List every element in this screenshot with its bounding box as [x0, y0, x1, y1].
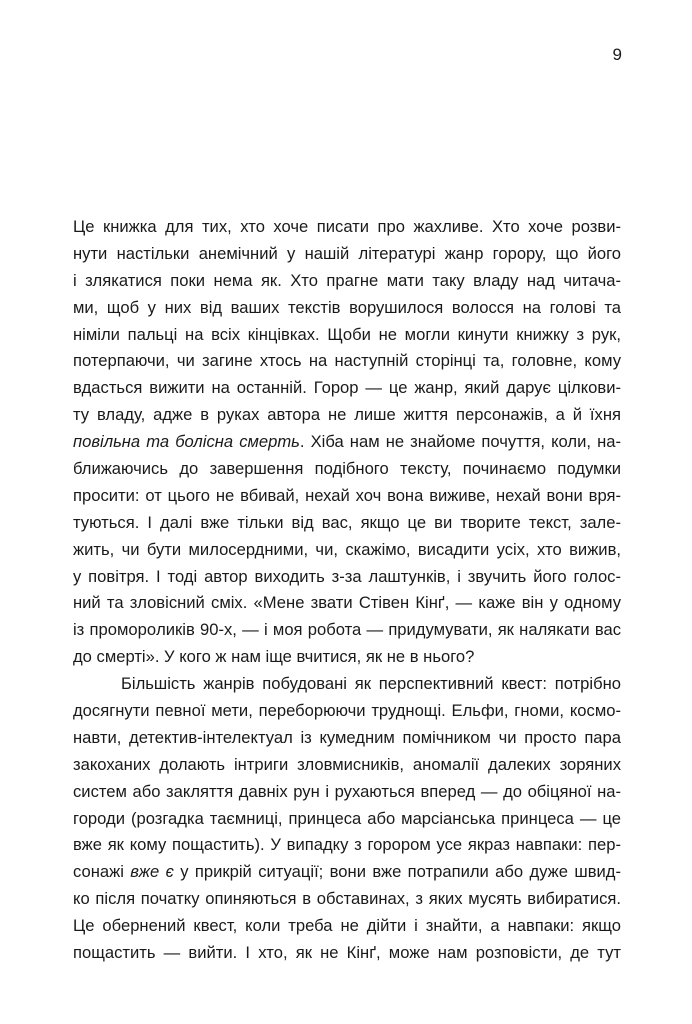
text-run: досягнути певної мети, переборюючи труднощі. Ельфи, гноми, космо-	[73, 701, 621, 721]
text-run: до смерті». У кого ж нам іще вчитися, як не в нього?	[73, 647, 475, 667]
text-line	[73, 886, 621, 913]
text-line	[73, 644, 621, 671]
text-line	[73, 295, 621, 322]
page-number: 9	[612, 45, 622, 64]
text-line	[73, 456, 621, 483]
text-run: жить, чи бути милосердними, чи, скажімо, висадити усіх, хто вижив,	[73, 539, 621, 559]
text-run: у повітря. І тоді автор виходить з-за лаштунків, і звучить його голос-	[73, 566, 621, 586]
italic-text-run: вже є	[130, 862, 174, 882]
text-line	[73, 322, 621, 349]
text-run: із проморoликів 90-х, — і моя робота — придумувати, як налякати вас	[73, 620, 621, 640]
paragraph	[73, 671, 621, 967]
text-run: і злякатися поки нема як. Хто прагне мати таку владу над читача-	[73, 270, 621, 290]
text-run: ко після початку опиняються в обставинах, з яких мусять вибиратися.	[73, 889, 621, 909]
text-line	[73, 214, 621, 241]
text-run: німіли пальці на всіх кінцівках. Щоби не могли кинути книжку з рук,	[73, 324, 621, 344]
text-line	[73, 590, 621, 617]
text-run: сонажі	[73, 862, 131, 882]
italic-text-run: повільна та болісна смерть	[73, 432, 300, 452]
text-line	[73, 752, 621, 779]
text-run: ний та зловісний сміх. «Мене звати Стівен Кінґ, — каже він у одному	[73, 593, 621, 613]
text-line	[73, 913, 621, 940]
text-run: городи (розгадка таємниці, принцеса або марсіанська принцеса — це	[73, 808, 621, 828]
text-line	[73, 806, 621, 833]
text-run: Більшість жанрів побудовані як перспективний квест: потрібно	[121, 674, 621, 694]
text-line	[73, 940, 621, 967]
text-run: навти, детектив-інтелектуал із кумедним помічником чи просто пара	[73, 727, 621, 747]
text-line	[73, 348, 621, 375]
text-line	[73, 564, 621, 591]
text-run: Це книжка для тих, хто хоче писати про жахливе. Хто хоче розви-	[73, 217, 621, 236]
text-run: туються. І далі вже тільки від вас, якщо це ви творите текст, зале-	[73, 512, 621, 532]
text-run: вже як кому пощастить). У випадку з горором усе якраз навпаки: пер-	[73, 835, 621, 855]
text-run: у прикрій ситуації; вони вже потрапили або дуже швид-	[173, 862, 621, 882]
paragraph	[73, 214, 621, 671]
text-line	[73, 483, 621, 510]
text-line	[73, 429, 621, 456]
text-line	[73, 832, 621, 859]
text-run: вдасться вижити на останній. Горор — це жанр, який дарує цілкови-	[73, 378, 621, 398]
text-run: . Хіба нам не знайоме почуття, коли, на-	[299, 432, 621, 452]
text-run: просити: от цього не вбивай, нехай хоч вона виживе, нехай вони вря-	[73, 485, 621, 505]
text-run: закоханих долають інтриги зловмисників, аномалії далеких зоряних	[73, 754, 621, 774]
text-line	[73, 375, 621, 402]
text-line	[73, 537, 621, 564]
text-run: нути настільки анемічний у нашій літературі жанр горору, що його	[73, 243, 621, 263]
text-run: систем або закляття давніх рун і рухаються вперед — до обіцяної на-	[73, 781, 621, 801]
text-run: Це обернений квест, коли треба не дійти і знайти, а навпаки: якщо	[73, 916, 621, 936]
text-line	[73, 617, 621, 644]
text-line	[73, 510, 621, 537]
text-line	[73, 402, 621, 429]
text-run: ту владу, адже в руках автора не лише життя персонажів, а й їхня	[73, 405, 621, 425]
text-line	[73, 779, 621, 806]
text-line	[73, 698, 621, 725]
text-line	[73, 725, 621, 752]
text-run: потерпаючи, чи загине хтось на наступній сторінці та, головне, кому	[73, 351, 621, 371]
text-line	[73, 268, 621, 295]
text-run: ми, щоб у них від ваших текстів ворушилося волосся на голові та	[73, 297, 621, 317]
text-run: пощастить — вийти. І хто, як не Кінґ, може нам розповісти, де тут	[73, 943, 621, 963]
text-line	[73, 241, 621, 268]
text-run: ближаючись до завершення подібного тексту, починаємо подумки	[73, 459, 621, 479]
text-line	[73, 671, 621, 698]
body-text	[73, 214, 621, 967]
text-line	[73, 859, 621, 886]
